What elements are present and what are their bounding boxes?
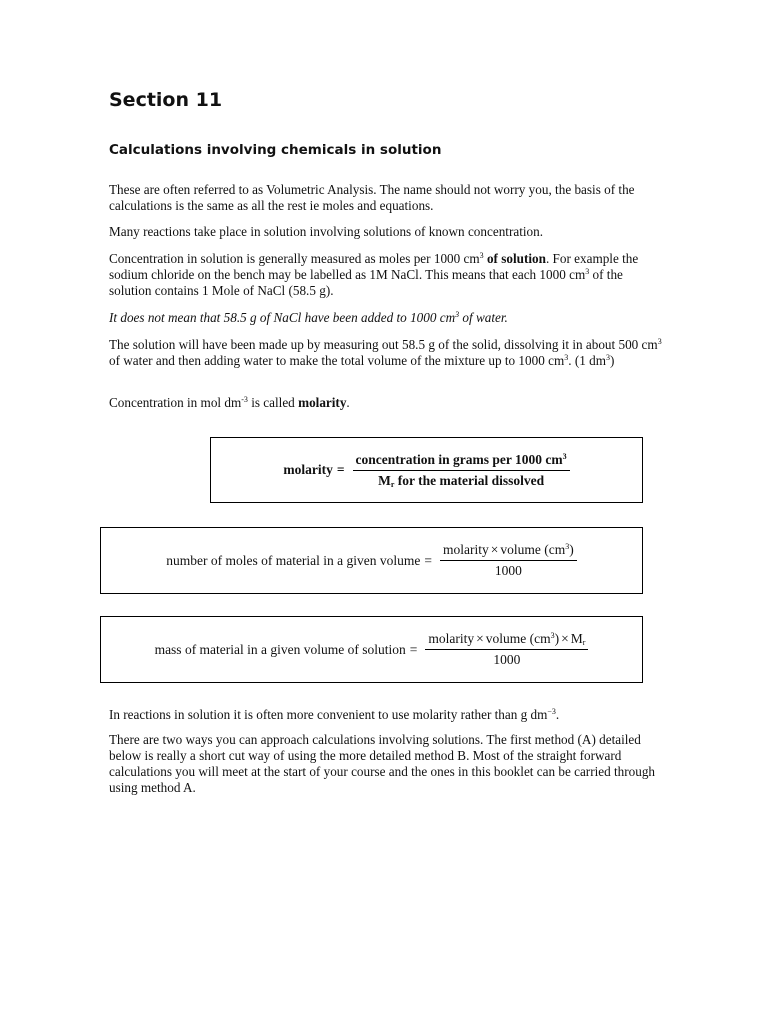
formula-denominator: 1000 (494, 563, 522, 578)
formula-numerator: molarity × volume $(cm^3) \times M_r$ (425, 631, 588, 650)
formula-lhs: number of moles of material in a given volume (166, 552, 421, 568)
paragraph-molarity-convenience: In reactions in solution it is often more convenient to use molarity rather than g $dm^{-3}$. (109, 707, 560, 722)
formula-equals: = (424, 552, 433, 568)
paragraph-two-methods: There are two ways you can approach calculations involving solutions. The first method (A) detailed below is really a short cut way of using the more detailed method B. Most of the straight forward calculations you will meet at the start of your course and the ones in this booklet can be carried through using method A. (109, 732, 656, 795)
formula-box-molarity (210, 437, 643, 503)
formula-fraction (425, 631, 588, 668)
formula-numerator: molarity × volume $(cm^3)$ (440, 542, 577, 561)
formula-equals: = (409, 641, 418, 657)
formula-box-mass (100, 616, 643, 683)
formula-denominator: $M_r$ for the material dissolved (378, 472, 545, 489)
formula-numerator: concentration in grams per 1000 $cm^3$ (353, 452, 570, 471)
paragraph-molarity-definition: Concentration in mol $dm^{-3}$ is called molarity. (109, 395, 350, 410)
formula-equals: = (336, 462, 345, 477)
formula-box-moles (100, 527, 643, 594)
formula-lhs: mass of material in a given volume of solution (154, 641, 406, 657)
section-subtitle: Calculations involving chemicals in solution (109, 142, 442, 158)
paragraph-italic-note: It does not mean that 58.5 g of NaCl have been added to 1000 $cm^3$ of water. (109, 310, 508, 325)
section-title: Section 11 (109, 89, 223, 111)
formula-denominator: 1000 (493, 652, 521, 667)
formula-lhs: molarity (283, 462, 333, 477)
formula-fraction (440, 542, 577, 579)
paragraph-known-concentration: Many reactions take place in solution involving solutions of known concentration. (109, 224, 544, 239)
paragraph-volumetric-analysis: These are often referred to as Volumetric Analysis. The name should not worry you, the basis of the calculations is the same as all the rest ie moles and equations. (109, 182, 635, 213)
paragraph-solution-preparation: The solution will have been made up by measuring out 58.5 g of the solid, dissolving it in about 500 $cm^3$ of water and then adding water to make the total volume of the mixture up to 1000 $cm^3$. (1 $dm^3$) (109, 337, 662, 368)
paragraph-concentration-definition: Concentration in solution is generally measured as moles per 1000 $cm^3$ of solution. For example the sodium chloride on the bench may be labelled as 1M NaCl. This means that each 1000 $cm^3$ of the solution contains 1 Mole of NaCl (58.5 g). (109, 251, 639, 298)
formula-fraction (353, 452, 570, 489)
